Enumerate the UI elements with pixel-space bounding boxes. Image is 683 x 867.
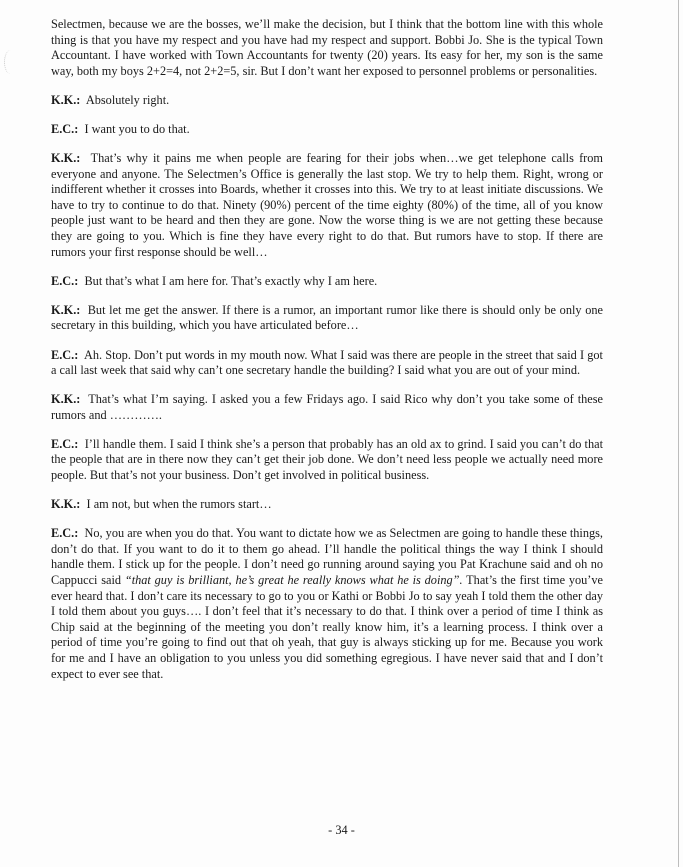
paragraph-text: But let me get the answer. If there is a rumor, an important rumor like there is should only be only one secretary in this building, which you have articulated before… xyxy=(51,302,603,333)
page-number: - 34 - xyxy=(328,823,355,837)
paragraph xyxy=(51,122,603,138)
transcript-body xyxy=(51,17,603,696)
paragraph xyxy=(51,437,603,484)
paragraph-text: That’s what I’m saying. I asked you a few Fridays ago. I said Rico why don’t you take some of these rumors and …………. xyxy=(51,392,603,422)
speaker-label: K.K.: xyxy=(51,392,81,407)
speaker-label: E.C.: xyxy=(51,526,79,541)
paragraph-text: Absolutely right. xyxy=(85,92,170,107)
paragraph xyxy=(51,93,603,109)
paragraph-text: That’s the first time you’ve ever heard that. I don’t care its necessary to go to you or Kathi or Bobbi Jo to say yeah I told them the other day I told them about you guys…. I don’t feel that it’s necessary to do that. I think over a period of time I think as Chip said at the beginning of the meeting you don’t really know him, it’s a learning process. I think over a period of time you’re going to find out that oh yeah, that guy is always sticking up for me. Because you work for me and I have an obligation to you unless you did something egregious. I have never said that and I don’t expect to ever see that. xyxy=(51,573,603,681)
speaker-label: K.K.: xyxy=(51,302,81,317)
paragraph xyxy=(51,526,603,682)
speaker-label: E.C.: xyxy=(51,436,79,451)
paragraph-text: Selectmen, because we are the bosses, we’ll make the decision, but I think that the bottom line with this whole thing is that you have my respect and you have had my respect and support. Bobbi Jo. She is the typical Town Accountant. I have worked with Town Accountants for twenty (20) years. Its easy for her, my son is the same way, both my boys 2+2=4, not 2+2=5, sir. But I don’t want her exposed to personnel problems or personalities. xyxy=(51,17,603,78)
speaker-label: E.C.: xyxy=(51,121,79,136)
paragraph-text: Ah. Stop. Don’t put words in my mouth now. What I said was there are people in the street that said I got a call last week that said why can’t one secretary handle the building? I said what you are out of your mind. xyxy=(51,347,603,378)
paragraph xyxy=(51,392,603,423)
paragraph xyxy=(51,151,603,260)
paragraph-text: But that’s what I am here for. That’s exactly why I am here. xyxy=(84,273,378,288)
paragraph-text: No, you are when you do that. You want to dictate how we as Selectmen are going to handle these things, don’t do that. If you want to do it to them go ahead. I’ll handle the political things the way I think I should handle them. I stick up for the people. I don’t need go running around saying you Pat Krachune said and oh no Cappucci said xyxy=(51,526,603,588)
page-edge xyxy=(678,0,679,867)
paragraph-text: I’ll handle them. I said I think she’s a person that probably has an old ax to grind. I said you can’t do that the people that are in there now they can’t get their job done. We don’t need less people we actually need more people. But that’s not your business. Don’t get involved in political business. xyxy=(51,436,603,483)
quoted-text: “that guy is brilliant, he’s great he really knows what he is doing”. xyxy=(124,573,463,588)
paragraph xyxy=(51,348,603,379)
paragraph xyxy=(51,303,603,334)
speaker-label: E.C.: xyxy=(51,273,79,288)
paragraph xyxy=(51,274,603,290)
paragraph-text: I am not, but when the rumors start… xyxy=(86,497,272,512)
paragraph-text: That’s why it pains me when people are fearing for their jobs when…we get telephone calls from everyone and anyone. The Selectmen’s Office is generally the last stop. We try to help them. Right, wrong or indifferent whether it crosses into Boards, whether it crosses into this. We try to at least initiate discussions. We have to try to continue to do that. Ninety (90%) percent of the time eighty (80%) of the time, all of you know people just want to be heard and then they are gone. Now the worse thing is we are not getting these because they are going to you. Which is fine they have every right to do that. But rumors have to stop. If there are rumors your first response should be well… xyxy=(51,151,603,259)
speaker-label: K.K.: xyxy=(51,92,81,107)
speaker-label: E.C.: xyxy=(51,347,79,362)
punch-hole-mark xyxy=(4,50,17,74)
paragraph-text: I want you to do that. xyxy=(84,121,190,136)
speaker-label: K.K.: xyxy=(51,151,81,166)
paragraph xyxy=(51,17,603,79)
paragraph xyxy=(51,497,603,513)
speaker-label: K.K.: xyxy=(51,497,81,512)
